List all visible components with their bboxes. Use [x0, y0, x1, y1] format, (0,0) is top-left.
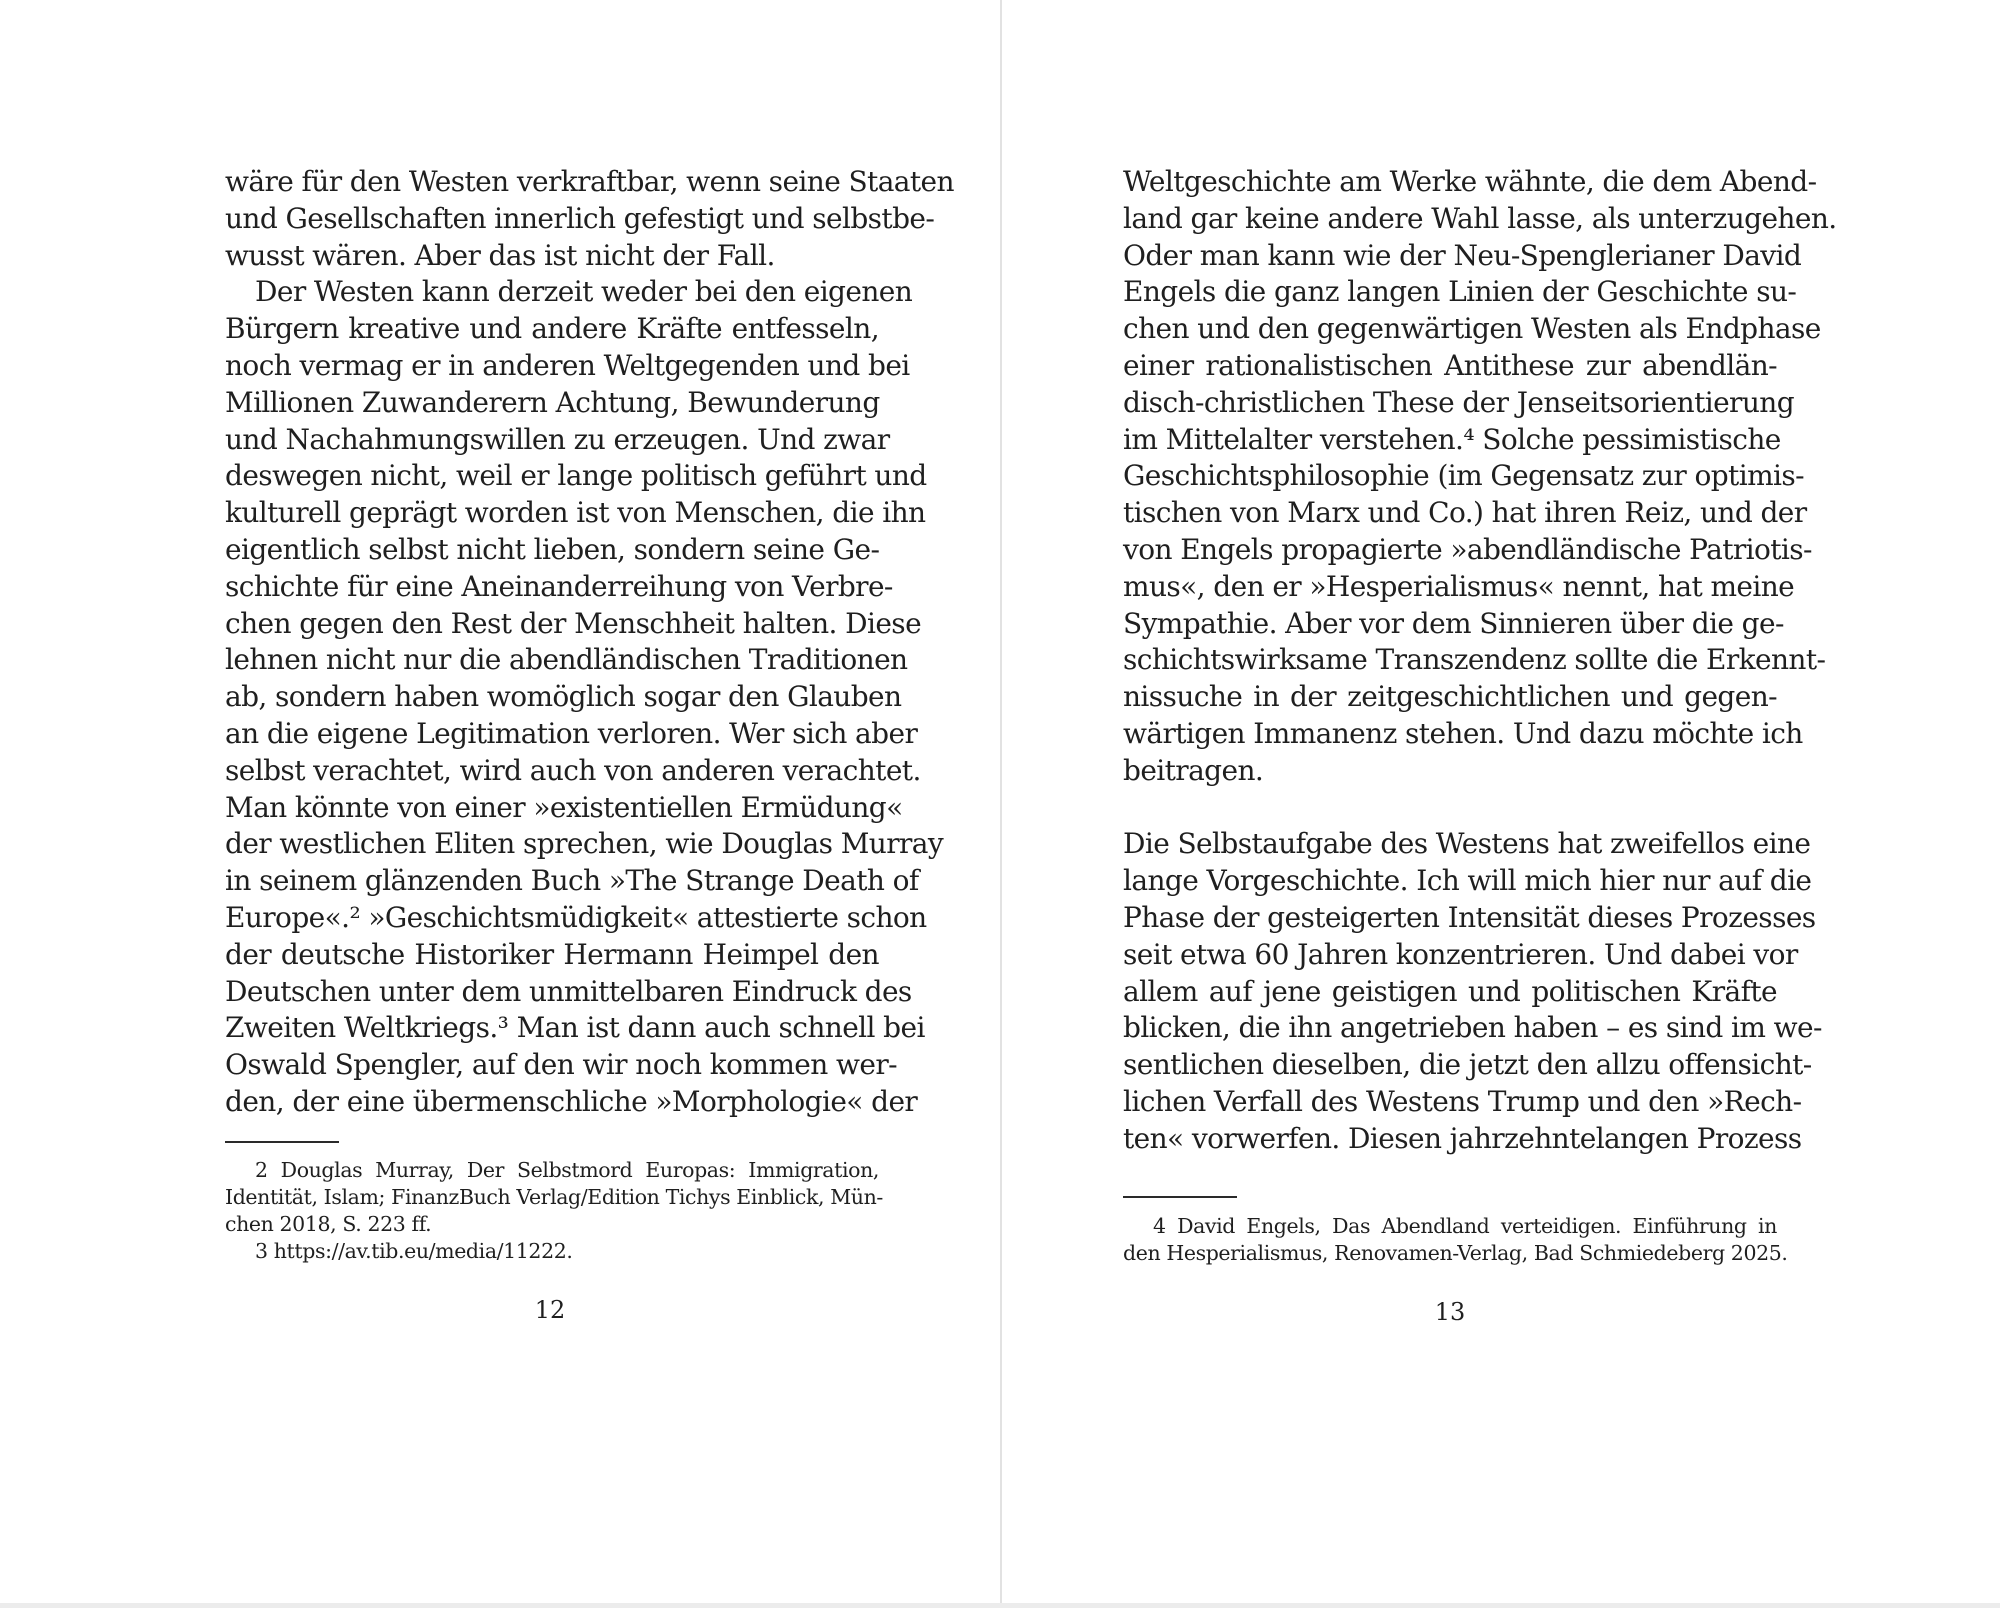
footnote-line: 2 Douglas Murray, Der Selbstmord Europas: Immigration, [255, 1158, 879, 1182]
text-line: wäre für den Westen verkraftbar, wenn seine Staaten [225, 165, 954, 198]
text-line: in seinem glänzenden Buch »The Strange Death of [225, 864, 919, 898]
book-gutter [1000, 0, 1002, 1608]
text-line: Zweiten Weltkriegs.³ Man ist dann auch schnell bei [225, 1011, 925, 1045]
text-line: Millionen Zuwanderern Achtung, Bewunderung [225, 385, 880, 419]
paragraph-break [1123, 790, 1777, 827]
text-line: mus«, den er »Hesperialismus« nennt, hat meine [1123, 569, 1795, 603]
footnote-line: chen 2018, S. 223 ff. [225, 1212, 432, 1236]
left-page-body [225, 164, 954, 1121]
text-line: seit etwa 60 Jahren konzentrieren. Und dabei vor [1123, 937, 1798, 971]
text-line: einer rationalistischen Antithese zur abendlän- [1123, 348, 1777, 382]
text-line: blicken, die ihn angetrieben haben – es sind im we- [1123, 1011, 1822, 1045]
text-line: den, der eine übermenschliche »Morphologie« der [225, 1084, 918, 1118]
text-line: Sympathie. Aber vor dem Sinnieren über die ge- [1123, 606, 1784, 640]
text-line: lehnen nicht nur die abendländischen Traditionen [225, 643, 908, 677]
text-line: und Nachahmungswillen zu erzeugen. Und zwar [225, 422, 890, 456]
footnote-line: Identität, Islam; FinanzBuch Verlag/Edition Tichys Einblick, Mün- [225, 1185, 883, 1209]
text-line: ab, sondern haben womöglich sogar den Glauben [225, 680, 902, 714]
text-line: Die Selbstaufgabe des Westens hat zweifellos eine [1123, 827, 1811, 861]
text-line: deswegen nicht, weil er lange politisch geführt und [225, 459, 927, 493]
text-line: nissuche in der zeitgeschichtlichen und gegen- [1123, 680, 1777, 714]
text-line: eigentlich selbst nicht lieben, sondern seine Ge- [225, 532, 880, 566]
right-page-footnotes [1123, 1213, 1788, 1267]
text-line: noch vermag er in anderen Weltgegenden und bei [225, 348, 910, 382]
text-line: Man könnte von einer »existentiellen Ermüdung« [225, 790, 903, 824]
text-line: chen gegen den Rest der Menschheit halten. Diese [225, 606, 922, 640]
text-line: disch-christlichen These der Jenseitsorientierung [1123, 385, 1795, 419]
text-line: im Mittelalter verstehen.⁴ Solche pessimistische [1123, 422, 1781, 456]
text-line: Bürgern kreative und andere Kräfte entfesseln, [225, 312, 879, 346]
text-line: und Gesellschaften innerlich gefestigt und selbstbe- [225, 201, 935, 235]
footnote-line: 3 https://av.tib.eu/media/11222. [255, 1239, 573, 1263]
text-line: Der Westen kann derzeit weder bei den eigenen [255, 275, 913, 309]
text-line: Oder man kann wie der Neu-Spenglerianer David [1123, 238, 1802, 272]
text-line: Europe«.² »Geschichtsmüdigkeit« attestierte schon [225, 900, 927, 934]
text-line: tischen von Marx und Co.) hat ihren Reiz, und der [1123, 496, 1807, 530]
text-line: selbst verachtet, wird auch von anderen verachtet. [225, 753, 921, 787]
page-number-left: 12 [534, 1296, 566, 1324]
footnote-rule [1123, 1196, 1237, 1198]
text-line: sentlichen dieselben, die jetzt den allzu offensicht- [1123, 1048, 1812, 1082]
text-line: der westlichen Eliten sprechen, wie Douglas Murray [225, 827, 944, 861]
text-line: Weltgeschichte am Werke wähnte, die dem Abend- [1123, 165, 1817, 198]
footnote-line: den Hesperialismus, Renovamen-Verlag, Bad Schmiedeberg 2025. [1123, 1241, 1788, 1265]
text-line: schichtswirksame Transzendenz sollte die Erkennt- [1123, 643, 1826, 677]
text-line: lichen Verfall des Westens Trump und den »Rech- [1123, 1084, 1802, 1118]
text-line: Engels die ganz langen Linien der Geschichte su- [1123, 275, 1797, 309]
text-line: lange Vorgeschichte. Ich will mich hier nur auf die [1123, 864, 1812, 898]
footnote-rule [225, 1141, 339, 1143]
text-line: kulturell geprägt worden ist von Menschen, die ihn [225, 496, 926, 530]
left-page-footnotes [225, 1157, 883, 1265]
text-line: beitragen. [1123, 753, 1264, 787]
text-line: Deutschen unter dem unmittelbaren Eindruck des [225, 974, 912, 1008]
text-line: Geschichtsphilosophie (im Gegensatz zur optimis- [1123, 459, 1805, 493]
text-line: allem auf jene geistigen und politischen Kräfte [1123, 974, 1777, 1008]
text-line: wärtigen Immanenz stehen. Und dazu möchte ich [1123, 716, 1803, 750]
text-line: schichte für eine Aneinanderreihung von Verbre- [225, 569, 893, 603]
text-line: an die eigene Legitimation verloren. Wer sich aber [225, 716, 918, 750]
text-line: chen und den gegenwärtigen Westen als Endphase [1123, 312, 1821, 346]
text-line: von Engels propagierte »abendländische Patriotis- [1123, 532, 1812, 566]
text-line: land gar keine andere Wahl lasse, als unterzugehen. [1123, 201, 1837, 235]
text-line: Oswald Spengler, auf den wir noch kommen wer- [225, 1048, 897, 1082]
text-line: ten« vorwerfen. Diesen jahrzehntelangen Prozess [1123, 1121, 1802, 1155]
page-bottom-edge [0, 1603, 2000, 1608]
text-line: der deutsche Historiker Hermann Heimpel den [225, 937, 879, 971]
text-line: Phase der gesteigerten Intensität dieses Prozesses [1123, 900, 1816, 934]
footnote-line: 4 David Engels, Das Abendland verteidigen. Einführung in [1153, 1214, 1777, 1238]
right-page-body [1123, 164, 1837, 1158]
page-number-right: 13 [1434, 1298, 1466, 1326]
text-line: wusst wären. Aber das ist nicht der Fall. [225, 238, 775, 272]
